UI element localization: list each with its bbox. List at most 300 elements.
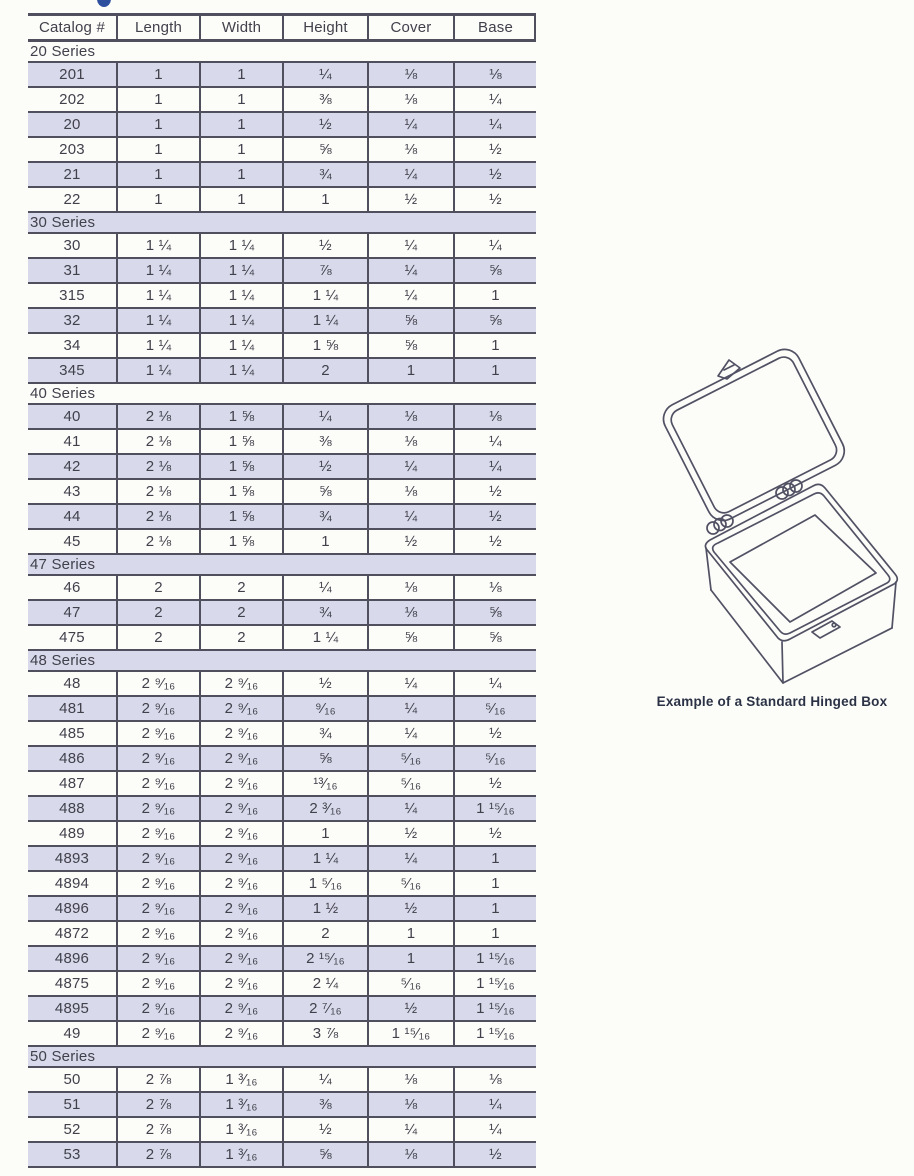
table-row-31 <box>28 259 536 284</box>
dimension-value: 2 ⅛ <box>116 530 199 553</box>
catalog-number: 41 <box>63 433 81 450</box>
catalog-number: 44 <box>63 508 81 525</box>
dimension-value: ⅝ <box>282 1143 367 1166</box>
dimension-value: ½ <box>367 188 453 211</box>
dimension-value: ¹³⁄₁₆ <box>282 772 367 795</box>
dimension-value: 1 <box>282 822 367 845</box>
dimension-value: 2 ⅛ <box>116 430 199 453</box>
dimension-value: 2 ¹⁵⁄₁₆ <box>282 947 367 970</box>
dimension-value: 1 ½ <box>282 897 367 920</box>
dimension-value: 2 ³⁄₁₆ <box>282 797 367 820</box>
dimension-value: ⁵⁄₁₆ <box>367 772 453 795</box>
dimension-value: 1 ¼ <box>199 309 282 332</box>
catalog-number: 4894 <box>54 875 90 892</box>
table-row-4896 <box>28 897 536 922</box>
dimension-value: 1 <box>116 63 199 86</box>
dimension-value: 2 ⅞ <box>116 1068 199 1091</box>
dimension-value: 2 ⅛ <box>116 480 199 503</box>
table-row-44 <box>28 505 536 530</box>
dimension-value: ¼ <box>367 455 453 478</box>
dimension-value: ¼ <box>367 722 453 745</box>
catalog-number: 50 <box>63 1071 81 1088</box>
dimension-value: ¼ <box>453 1093 536 1116</box>
dimension-value: 1 <box>367 922 453 945</box>
section-label: 30 Series <box>30 214 96 231</box>
dimension-value: 1 ³⁄₁₆ <box>199 1093 282 1116</box>
catalog-number: 45 <box>63 533 81 550</box>
table-body <box>28 42 536 1168</box>
dimension-value: 1 <box>282 530 367 553</box>
dimension-value: ⅛ <box>367 576 453 599</box>
dimension-value: 1 <box>453 922 536 945</box>
dimension-value: ¼ <box>282 1068 367 1091</box>
table-row-481 <box>28 697 536 722</box>
table-row-34 <box>28 334 536 359</box>
dimension-value: ⁵⁄₁₆ <box>367 972 453 995</box>
catalog-number: 30 <box>63 237 81 254</box>
dimension-value: 2 ⁹⁄₁₆ <box>116 772 199 795</box>
dimension-value: 2 ⁹⁄₁₆ <box>116 747 199 770</box>
dimension-value: 1 ⅝ <box>282 334 367 357</box>
table-row-21 <box>28 163 536 188</box>
dimension-value: ¼ <box>282 63 367 86</box>
catalog-number: 487 <box>59 775 85 792</box>
dimension-value: 2 ⁹⁄₁₆ <box>199 697 282 720</box>
column-header-catalog: Catalog # <box>38 19 105 36</box>
section-band-40-series <box>28 384 536 405</box>
dimension-value: ½ <box>282 455 367 478</box>
column-header-base: Base <box>453 16 536 39</box>
dimension-value: 1 <box>116 163 199 186</box>
catalog-number: 40 <box>63 408 81 425</box>
dimension-value: 2 ⁹⁄₁₆ <box>116 672 199 695</box>
dimension-value: ⅛ <box>367 1093 453 1116</box>
dimension-value: ⁵⁄₁₆ <box>453 697 536 720</box>
dimension-value: ¼ <box>367 1118 453 1141</box>
dimension-value: 1 <box>367 359 453 382</box>
dimension-value: 2 ⁹⁄₁₆ <box>116 722 199 745</box>
dimension-value: ¼ <box>367 234 453 257</box>
dimension-value: 2 ⁹⁄₁₆ <box>116 847 199 870</box>
dimension-value: ½ <box>453 188 536 211</box>
dimension-value: 1 <box>453 897 536 920</box>
table-row-42 <box>28 455 536 480</box>
dimension-value: 1 ¼ <box>199 359 282 382</box>
dimension-value: ¼ <box>367 672 453 695</box>
table-row-488 <box>28 797 536 822</box>
section-band-20-series <box>28 42 536 63</box>
dimension-value: 1 ⅝ <box>199 530 282 553</box>
dimension-value: 2 ⁹⁄₁₆ <box>199 772 282 795</box>
dimension-value: ⅛ <box>367 480 453 503</box>
dimension-value: 2 ⁹⁄₁₆ <box>116 797 199 820</box>
table-row-48 <box>28 672 536 697</box>
dimension-value: ⅜ <box>282 1093 367 1116</box>
dimension-value: 1 ¼ <box>116 334 199 357</box>
catalog-number: 46 <box>63 579 81 596</box>
dimension-value: 2 ⁹⁄₁₆ <box>116 1022 199 1045</box>
dimension-value: 1 ¼ <box>199 259 282 282</box>
dimension-value: 1 <box>453 284 536 307</box>
catalog-number: 53 <box>63 1146 81 1163</box>
column-header-width: Width <box>199 16 282 39</box>
dimension-value: 2 ⅞ <box>116 1118 199 1141</box>
table-header-row <box>28 13 536 42</box>
dimension-value: 2 ⁹⁄₁₆ <box>199 797 282 820</box>
dimension-value: 1 ³⁄₁₆ <box>199 1118 282 1141</box>
dimension-value: 1 ¹⁵⁄₁₆ <box>453 997 536 1020</box>
catalog-number: 489 <box>59 825 85 842</box>
dimension-value: 1 ³⁄₁₆ <box>199 1068 282 1091</box>
table-row-487 <box>28 772 536 797</box>
dimension-value: ½ <box>367 897 453 920</box>
dimension-value: 1 <box>116 113 199 136</box>
dimension-value: ¼ <box>282 405 367 428</box>
dimension-value: ⅛ <box>453 1068 536 1091</box>
dimension-value: 2 ⁹⁄₁₆ <box>199 922 282 945</box>
section-label: 40 Series <box>30 385 96 402</box>
dimension-value: ⅛ <box>367 63 453 86</box>
catalog-number: 43 <box>63 483 81 500</box>
dimension-value: ⁹⁄₁₆ <box>282 697 367 720</box>
dimension-value: 1 ¼ <box>116 259 199 282</box>
dimension-value: 1 ¼ <box>282 284 367 307</box>
table-row-489 <box>28 822 536 847</box>
dimension-value: ½ <box>367 822 453 845</box>
dimension-value: 1 ³⁄₁₆ <box>199 1143 282 1166</box>
dimension-value: ⅝ <box>453 259 536 282</box>
dimension-value: ⅜ <box>282 430 367 453</box>
dimension-value: ¾ <box>282 505 367 528</box>
column-header-length: Length <box>116 16 199 39</box>
dimension-value: 1 ⅝ <box>199 455 282 478</box>
catalog-number: 4893 <box>54 850 90 867</box>
dimension-value: 1 ¹⁵⁄₁₆ <box>453 797 536 820</box>
dimension-value: 1 <box>116 138 199 161</box>
table-row-4872 <box>28 922 536 947</box>
dimension-value: 2 ⅞ <box>116 1093 199 1116</box>
catalog-number: 4896 <box>54 900 90 917</box>
dimension-value: 2 ⁹⁄₁₆ <box>116 822 199 845</box>
dimension-value: 2 ⁹⁄₁₆ <box>199 1022 282 1045</box>
table-row-22 <box>28 188 536 213</box>
section-band-50-series <box>28 1047 536 1068</box>
dimension-value: 2 ⅛ <box>116 505 199 528</box>
dimension-value: ⅛ <box>367 405 453 428</box>
catalog-number: 32 <box>63 312 81 329</box>
dimension-value: ¼ <box>367 847 453 870</box>
dimension-value: ⅛ <box>367 88 453 111</box>
dimension-value: 1 ⅝ <box>199 405 282 428</box>
dimension-value: 2 <box>199 601 282 624</box>
dimension-value: 2 ⁹⁄₁₆ <box>199 847 282 870</box>
dimension-value: ⅝ <box>282 747 367 770</box>
dimension-value: 1 <box>199 63 282 86</box>
dimension-value: 1 <box>199 113 282 136</box>
dimension-value: ¼ <box>367 505 453 528</box>
section-band-47-series <box>28 555 536 576</box>
table-row-201 <box>28 63 536 88</box>
dimension-value: ½ <box>453 722 536 745</box>
dimension-value: 1 ¹⁵⁄₁₆ <box>367 1022 453 1045</box>
dimension-value: ½ <box>453 163 536 186</box>
table-row-43 <box>28 480 536 505</box>
table-row-20 <box>28 113 536 138</box>
dimension-value: 1 <box>116 88 199 111</box>
illustration-caption: Example of a Standard Hinged Box <box>656 694 888 709</box>
dimension-value: 1 <box>453 359 536 382</box>
dimension-value: ⅛ <box>453 576 536 599</box>
section-label: 48 Series <box>30 652 96 669</box>
dimension-value: 1 <box>199 188 282 211</box>
table-row-315 <box>28 284 536 309</box>
dimension-value: ¾ <box>282 722 367 745</box>
dimension-value: 2 <box>282 922 367 945</box>
dimension-value: 1 ¹⁵⁄₁₆ <box>453 972 536 995</box>
dimension-value: ½ <box>453 772 536 795</box>
dimension-value: 2 ⁹⁄₁₆ <box>116 872 199 895</box>
dimension-value: 2 ⁷⁄₁₆ <box>282 997 367 1020</box>
catalog-number: 4896 <box>54 950 90 967</box>
dimension-value: 1 <box>453 334 536 357</box>
dimension-value: ¾ <box>282 601 367 624</box>
catalog-number: 48 <box>63 675 81 692</box>
dimension-value: 1 ¼ <box>199 284 282 307</box>
dimension-value: 2 ⁹⁄₁₆ <box>199 672 282 695</box>
table-row-32 <box>28 309 536 334</box>
catalog-number: 21 <box>63 166 81 183</box>
dimension-value: ½ <box>453 530 536 553</box>
table-row-4894 <box>28 872 536 897</box>
catalog-number: 201 <box>59 66 85 83</box>
dimension-value: ¼ <box>367 163 453 186</box>
dimension-value: 1 <box>199 138 282 161</box>
dimension-value: ¼ <box>453 672 536 695</box>
dimension-value: ½ <box>453 822 536 845</box>
catalog-number: 42 <box>63 458 81 475</box>
catalog-number: 51 <box>63 1096 81 1113</box>
table-row-45 <box>28 530 536 555</box>
dimension-value: 1 ¼ <box>116 284 199 307</box>
dimension-value: ¼ <box>367 113 453 136</box>
dimension-value: 1 <box>453 847 536 870</box>
dimension-value: 1 ¼ <box>282 626 367 649</box>
dimension-value: ½ <box>367 530 453 553</box>
dimension-value: ¼ <box>453 113 536 136</box>
catalog-number: 34 <box>63 337 81 354</box>
dimension-value: ½ <box>282 234 367 257</box>
section-band-30-series <box>28 213 536 234</box>
dimension-value: 1 ⅝ <box>199 430 282 453</box>
dimension-value: ¼ <box>453 88 536 111</box>
dimension-value: 2 ¼ <box>282 972 367 995</box>
dimension-value: 1 ¼ <box>116 234 199 257</box>
dimension-value: ½ <box>282 113 367 136</box>
dimension-value: ⁵⁄₁₆ <box>367 747 453 770</box>
dimension-value: 1 ¼ <box>116 309 199 332</box>
table-row-345 <box>28 359 536 384</box>
table-row-475 <box>28 626 536 651</box>
dimension-value: ¼ <box>367 259 453 282</box>
catalog-number: 47 <box>63 604 81 621</box>
dimension-value: 1 ⅝ <box>199 505 282 528</box>
catalog-number: 4895 <box>54 1000 90 1017</box>
dimension-value: 1 ⁵⁄₁₆ <box>282 872 367 895</box>
dimension-value: ½ <box>282 672 367 695</box>
dimension-value: ⅝ <box>453 601 536 624</box>
column-header-cover: Cover <box>367 16 453 39</box>
dimension-value: 2 ⁹⁄₁₆ <box>116 897 199 920</box>
dimension-value: 2 ⁹⁄₁₆ <box>199 997 282 1020</box>
dimension-value: ⅛ <box>453 405 536 428</box>
dimension-value: ⅜ <box>282 88 367 111</box>
table-row-4875 <box>28 972 536 997</box>
dimension-value: 1 ¼ <box>199 334 282 357</box>
dimension-value: ½ <box>453 505 536 528</box>
dimension-value: ¼ <box>453 455 536 478</box>
dimension-value: 2 <box>199 576 282 599</box>
catalog-number: 49 <box>63 1025 81 1042</box>
dimension-value: ⅛ <box>367 1068 453 1091</box>
dimension-value: 2 ⁹⁄₁₆ <box>199 972 282 995</box>
dimension-value: ¼ <box>453 234 536 257</box>
catalog-number: 202 <box>59 91 85 108</box>
box-dimensions-table <box>28 13 536 1168</box>
table-row-49 <box>28 1022 536 1047</box>
cut-off-heading-mark <box>97 0 111 7</box>
dimension-value: 2 <box>116 601 199 624</box>
catalog-number: 481 <box>59 700 85 717</box>
dimension-value: 1 <box>116 188 199 211</box>
catalog-number: 315 <box>59 287 85 304</box>
catalog-number: 486 <box>59 750 85 767</box>
section-label: 50 Series <box>30 1048 96 1065</box>
dimension-value: 2 ⁹⁄₁₆ <box>199 897 282 920</box>
dimension-value: ⁵⁄₁₆ <box>367 872 453 895</box>
dimension-value: ½ <box>282 1118 367 1141</box>
table-row-486 <box>28 747 536 772</box>
dimension-value: ½ <box>453 480 536 503</box>
dimension-value: 2 <box>199 626 282 649</box>
dimension-value: ⁵⁄₁₆ <box>453 747 536 770</box>
dimension-value: ⅛ <box>367 601 453 624</box>
dimension-value: 2 <box>116 626 199 649</box>
table-row-202 <box>28 88 536 113</box>
dimension-value: ½ <box>367 997 453 1020</box>
catalog-number: 52 <box>63 1121 81 1138</box>
table-row-53 <box>28 1143 536 1168</box>
dimension-value: 1 <box>282 188 367 211</box>
dimension-value: 2 ⅞ <box>116 1143 199 1166</box>
section-label: 20 Series <box>30 43 96 60</box>
catalog-number: 20 <box>63 116 81 133</box>
hinged-box-figure <box>630 340 914 709</box>
table-row-4895 <box>28 997 536 1022</box>
dimension-value: ¼ <box>367 284 453 307</box>
dimension-value: ¼ <box>453 1118 536 1141</box>
dimension-value: 2 ⁹⁄₁₆ <box>116 947 199 970</box>
dimension-value: 2 ⅛ <box>116 405 199 428</box>
dimension-value: 2 <box>116 576 199 599</box>
catalog-number: 475 <box>59 629 85 646</box>
table-row-41 <box>28 430 536 455</box>
dimension-value: 2 ⁹⁄₁₆ <box>199 747 282 770</box>
dimension-value: ⅛ <box>367 1143 453 1166</box>
table-row-50 <box>28 1068 536 1093</box>
dimension-value: 1 ¼ <box>282 847 367 870</box>
table-row-4893 <box>28 847 536 872</box>
dimension-value: 1 ¼ <box>116 359 199 382</box>
table-row-46 <box>28 576 536 601</box>
dimension-value: 3 ⅞ <box>282 1022 367 1045</box>
hinged-box-drawing <box>630 340 914 690</box>
dimension-value: ⅝ <box>367 309 453 332</box>
dimension-value: ⅝ <box>367 334 453 357</box>
dimension-value: ⅛ <box>367 430 453 453</box>
table-row-40 <box>28 405 536 430</box>
dimension-value: ⅝ <box>453 626 536 649</box>
dimension-value: 2 ⁹⁄₁₆ <box>116 972 199 995</box>
dimension-value: 1 <box>453 872 536 895</box>
dimension-value: ½ <box>453 138 536 161</box>
table-row-47 <box>28 601 536 626</box>
table-row-4896 <box>28 947 536 972</box>
dimension-value: 2 <box>282 359 367 382</box>
dimension-value: 1 <box>199 163 282 186</box>
dimension-value: ¼ <box>367 697 453 720</box>
dimension-value: ⅝ <box>282 138 367 161</box>
dimension-value: ⅞ <box>282 259 367 282</box>
dimension-value: ½ <box>453 1143 536 1166</box>
dimension-value: 2 ⁹⁄₁₆ <box>116 697 199 720</box>
dimension-value: 2 ⁹⁄₁₆ <box>199 872 282 895</box>
table-row-203 <box>28 138 536 163</box>
dimension-value: 1 <box>367 947 453 970</box>
dimension-value: 1 ¼ <box>282 309 367 332</box>
dimension-value: ⅛ <box>367 138 453 161</box>
table-row-485 <box>28 722 536 747</box>
section-band-48-series <box>28 651 536 672</box>
catalog-number: 345 <box>59 362 85 379</box>
catalog-number: 485 <box>59 725 85 742</box>
dimension-value: 2 ⁹⁄₁₆ <box>116 922 199 945</box>
dimension-value: 2 ⁹⁄₁₆ <box>199 822 282 845</box>
dimension-value: ⅝ <box>453 309 536 332</box>
catalog-number: 4875 <box>54 975 90 992</box>
dimension-value: 2 ⁹⁄₁₆ <box>199 947 282 970</box>
dimension-value: 1 ¼ <box>199 234 282 257</box>
dimension-value: ⅛ <box>453 63 536 86</box>
table-row-51 <box>28 1093 536 1118</box>
catalog-number: 31 <box>63 262 81 279</box>
table-row-52 <box>28 1118 536 1143</box>
dimension-value: 1 ⅝ <box>199 480 282 503</box>
dimension-value: 2 ⁹⁄₁₆ <box>116 997 199 1020</box>
catalog-number: 4872 <box>54 925 90 942</box>
dimension-value: 1 ¹⁵⁄₁₆ <box>453 1022 536 1045</box>
catalog-number: 488 <box>59 800 85 817</box>
dimension-value: ¼ <box>453 430 536 453</box>
dimension-value: 2 ⅛ <box>116 455 199 478</box>
dimension-value: 1 ¹⁵⁄₁₆ <box>453 947 536 970</box>
dimension-value: ¼ <box>282 576 367 599</box>
dimension-value: ¼ <box>367 797 453 820</box>
dimension-value: ¾ <box>282 163 367 186</box>
section-label: 47 Series <box>30 556 96 573</box>
dimension-value: 2 ⁹⁄₁₆ <box>199 722 282 745</box>
dimension-value: ⅝ <box>282 480 367 503</box>
dimension-value: 1 <box>199 88 282 111</box>
